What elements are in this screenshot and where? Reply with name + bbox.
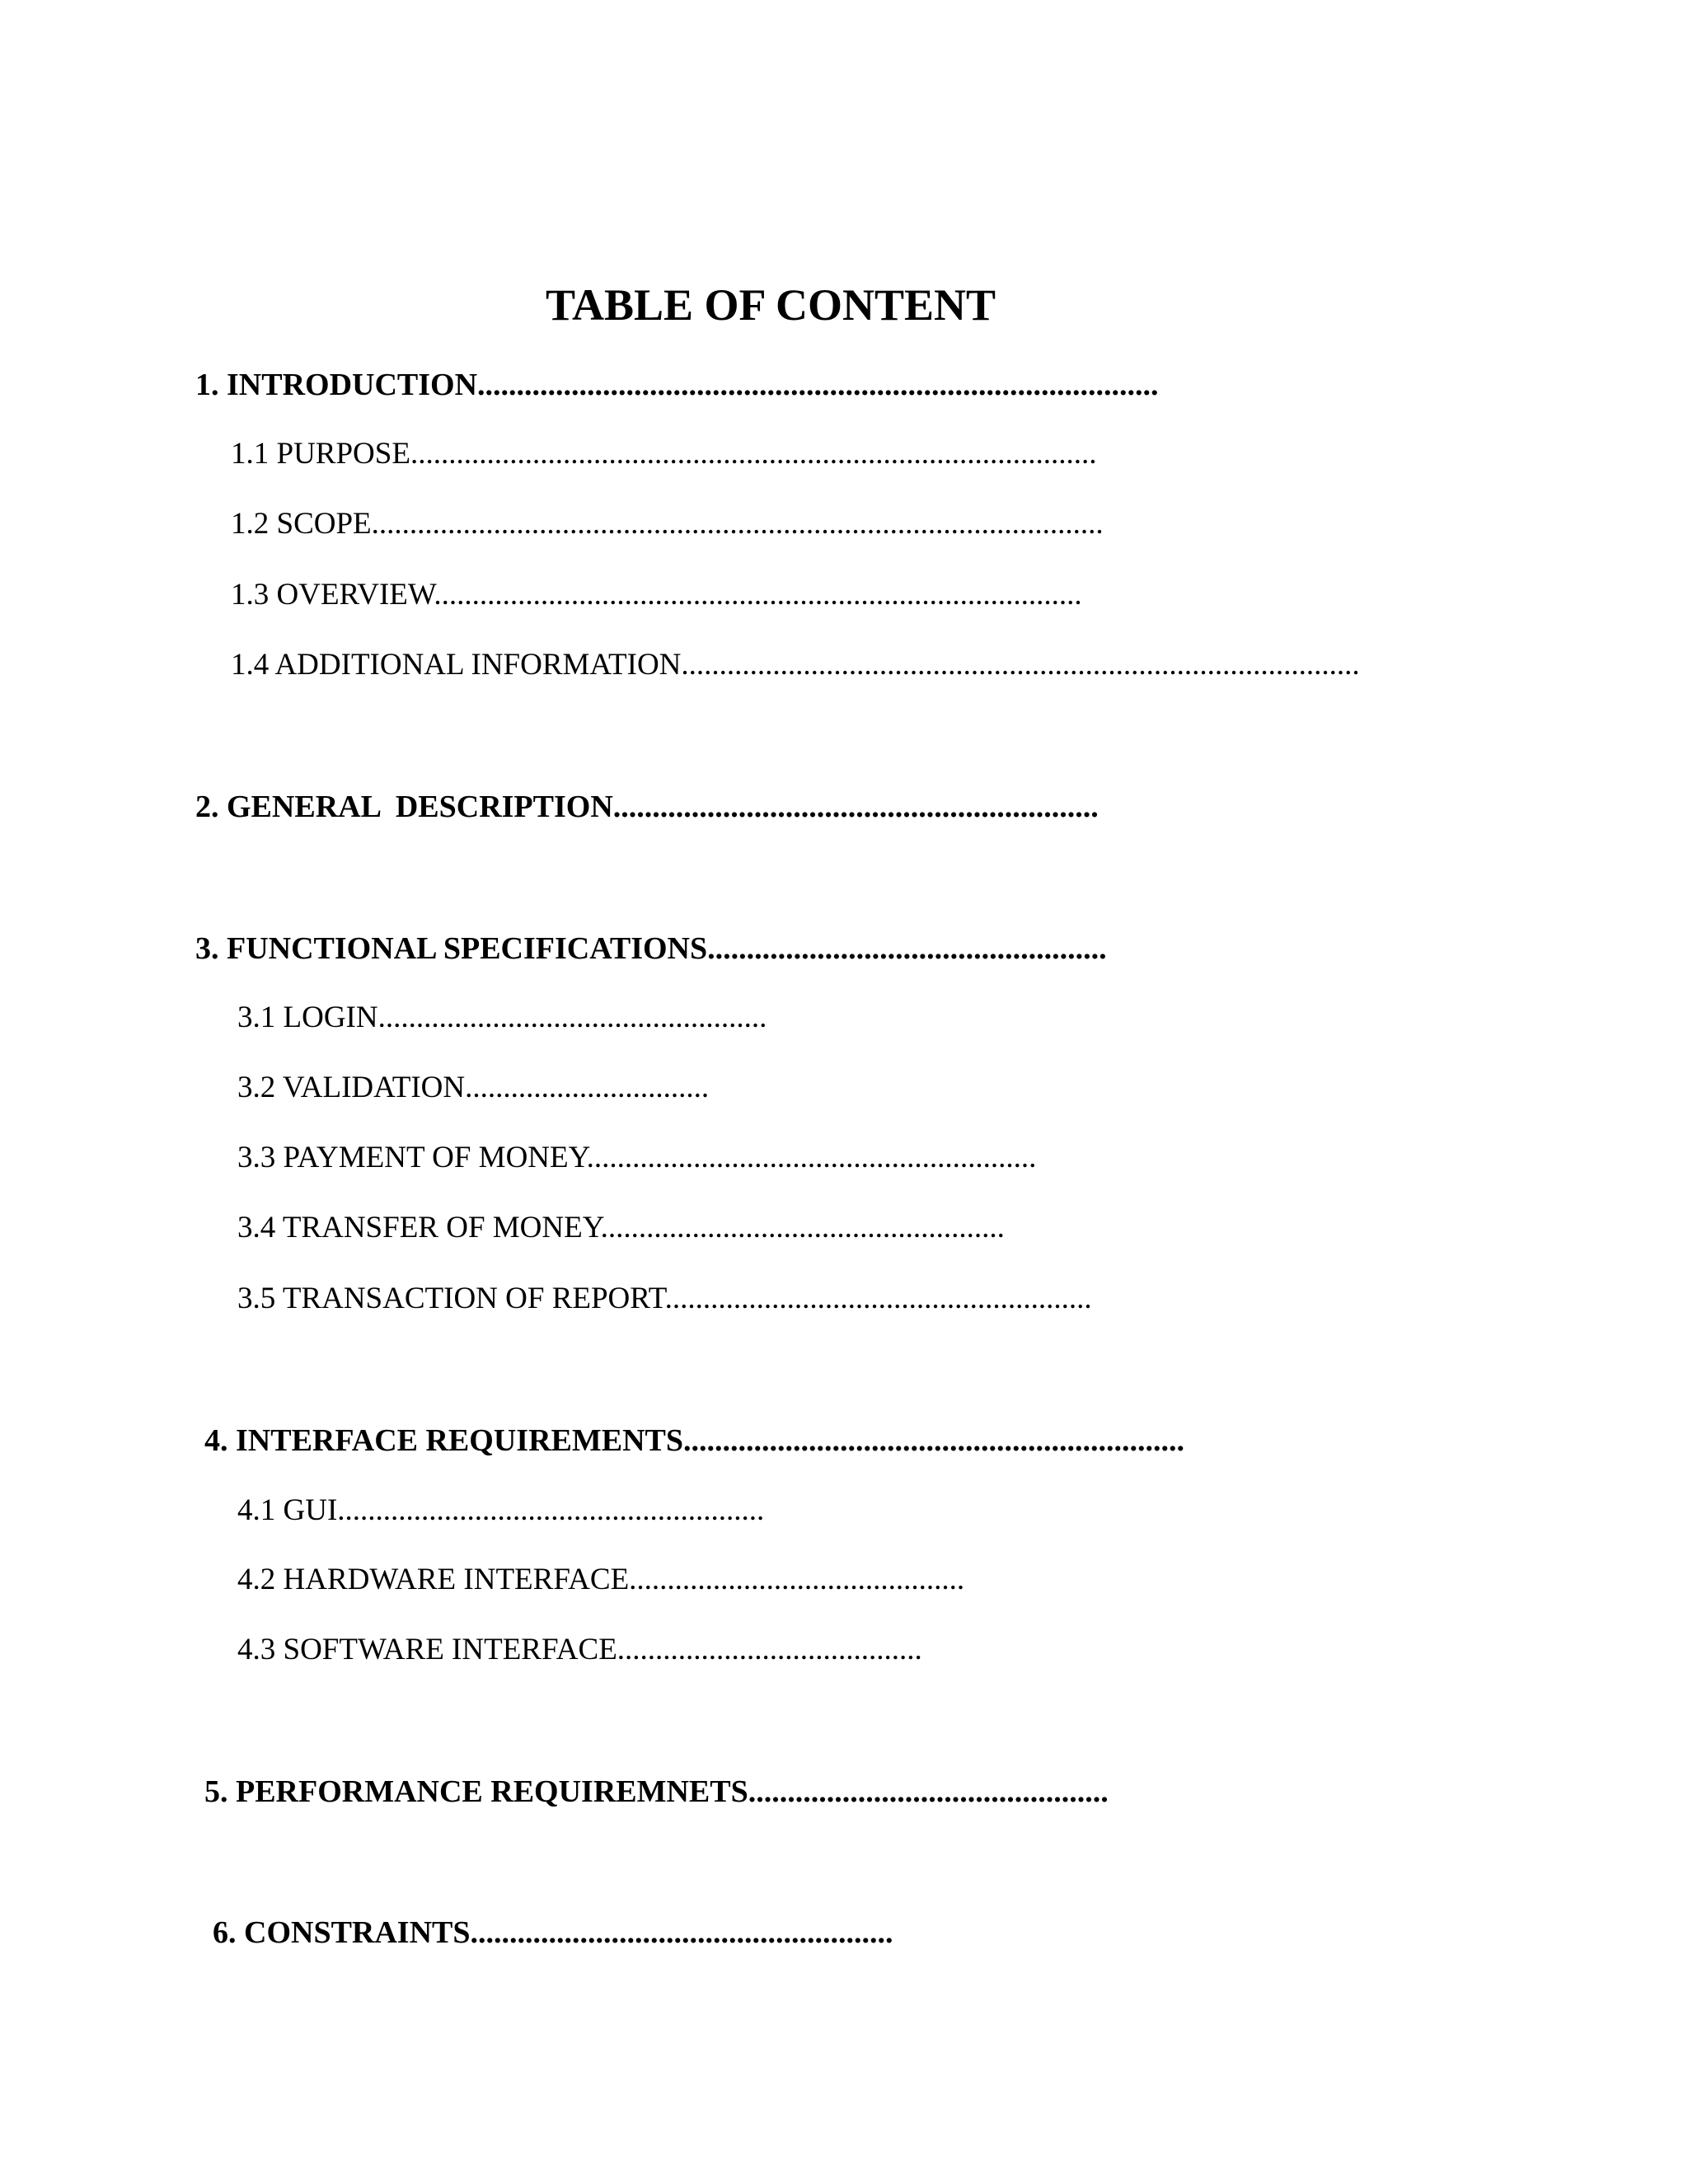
toc-entry-additional-information: 1.4 ADDITIONAL INFORMATION......................................................................................... <box>231 648 1360 682</box>
toc-entry-hardware-interface: 4.2 HARDWARE INTERFACE............................................ <box>237 1563 965 1596</box>
toc-entry-general-description: 2. GENERAL DESCRIPTION.............................................................. <box>195 790 1099 824</box>
toc-entry-introduction: 1. INTRODUCTION....................................................................................... <box>195 368 1159 402</box>
toc-entry-transfer-of-money: 3.4 TRANSFER OF MONEY..................................................... <box>237 1211 1005 1244</box>
toc-entry-scope: 1.2 SCOPE................................................................................................ <box>231 507 1104 541</box>
toc-entry-validation: 3.2 VALIDATION................................ <box>237 1071 710 1104</box>
toc-entry-interface-requirements: 4. INTERFACE REQUIREMENTS................................................................ <box>204 1423 1184 1458</box>
toc-entry-purpose: 1.1 PURPOSE.......................................................................................... <box>231 437 1097 471</box>
toc-entry-software-interface: 4.3 SOFTWARE INTERFACE........................................ <box>237 1633 922 1666</box>
toc-entry-constraints: 6. CONSTRAINTS...................................................... <box>213 1915 893 1950</box>
toc-entry-overview: 1.3 OVERVIEW..................................................................................... <box>231 578 1082 612</box>
toc-entry-performance-requirements: 5. PERFORMANCE REQUIREMNETS.............................................. <box>204 1774 1109 1809</box>
page-title: TABLE OF CONTENT <box>545 280 996 330</box>
toc-entry-functional-specifications: 3. FUNCTIONAL SPECIFICATIONS................................................... <box>195 931 1107 966</box>
toc-entry-payment-of-money: 3.3 PAYMENT OF MONEY........................................................... <box>237 1141 1037 1174</box>
toc-entry-gui: 4.1 GUI........................................................ <box>237 1493 765 1527</box>
toc-entry-transaction-of-report: 3.5 TRANSACTION OF REPORT........................................................ <box>237 1282 1092 1315</box>
toc-entry-login: 3.1 LOGIN................................................... <box>237 1001 767 1034</box>
